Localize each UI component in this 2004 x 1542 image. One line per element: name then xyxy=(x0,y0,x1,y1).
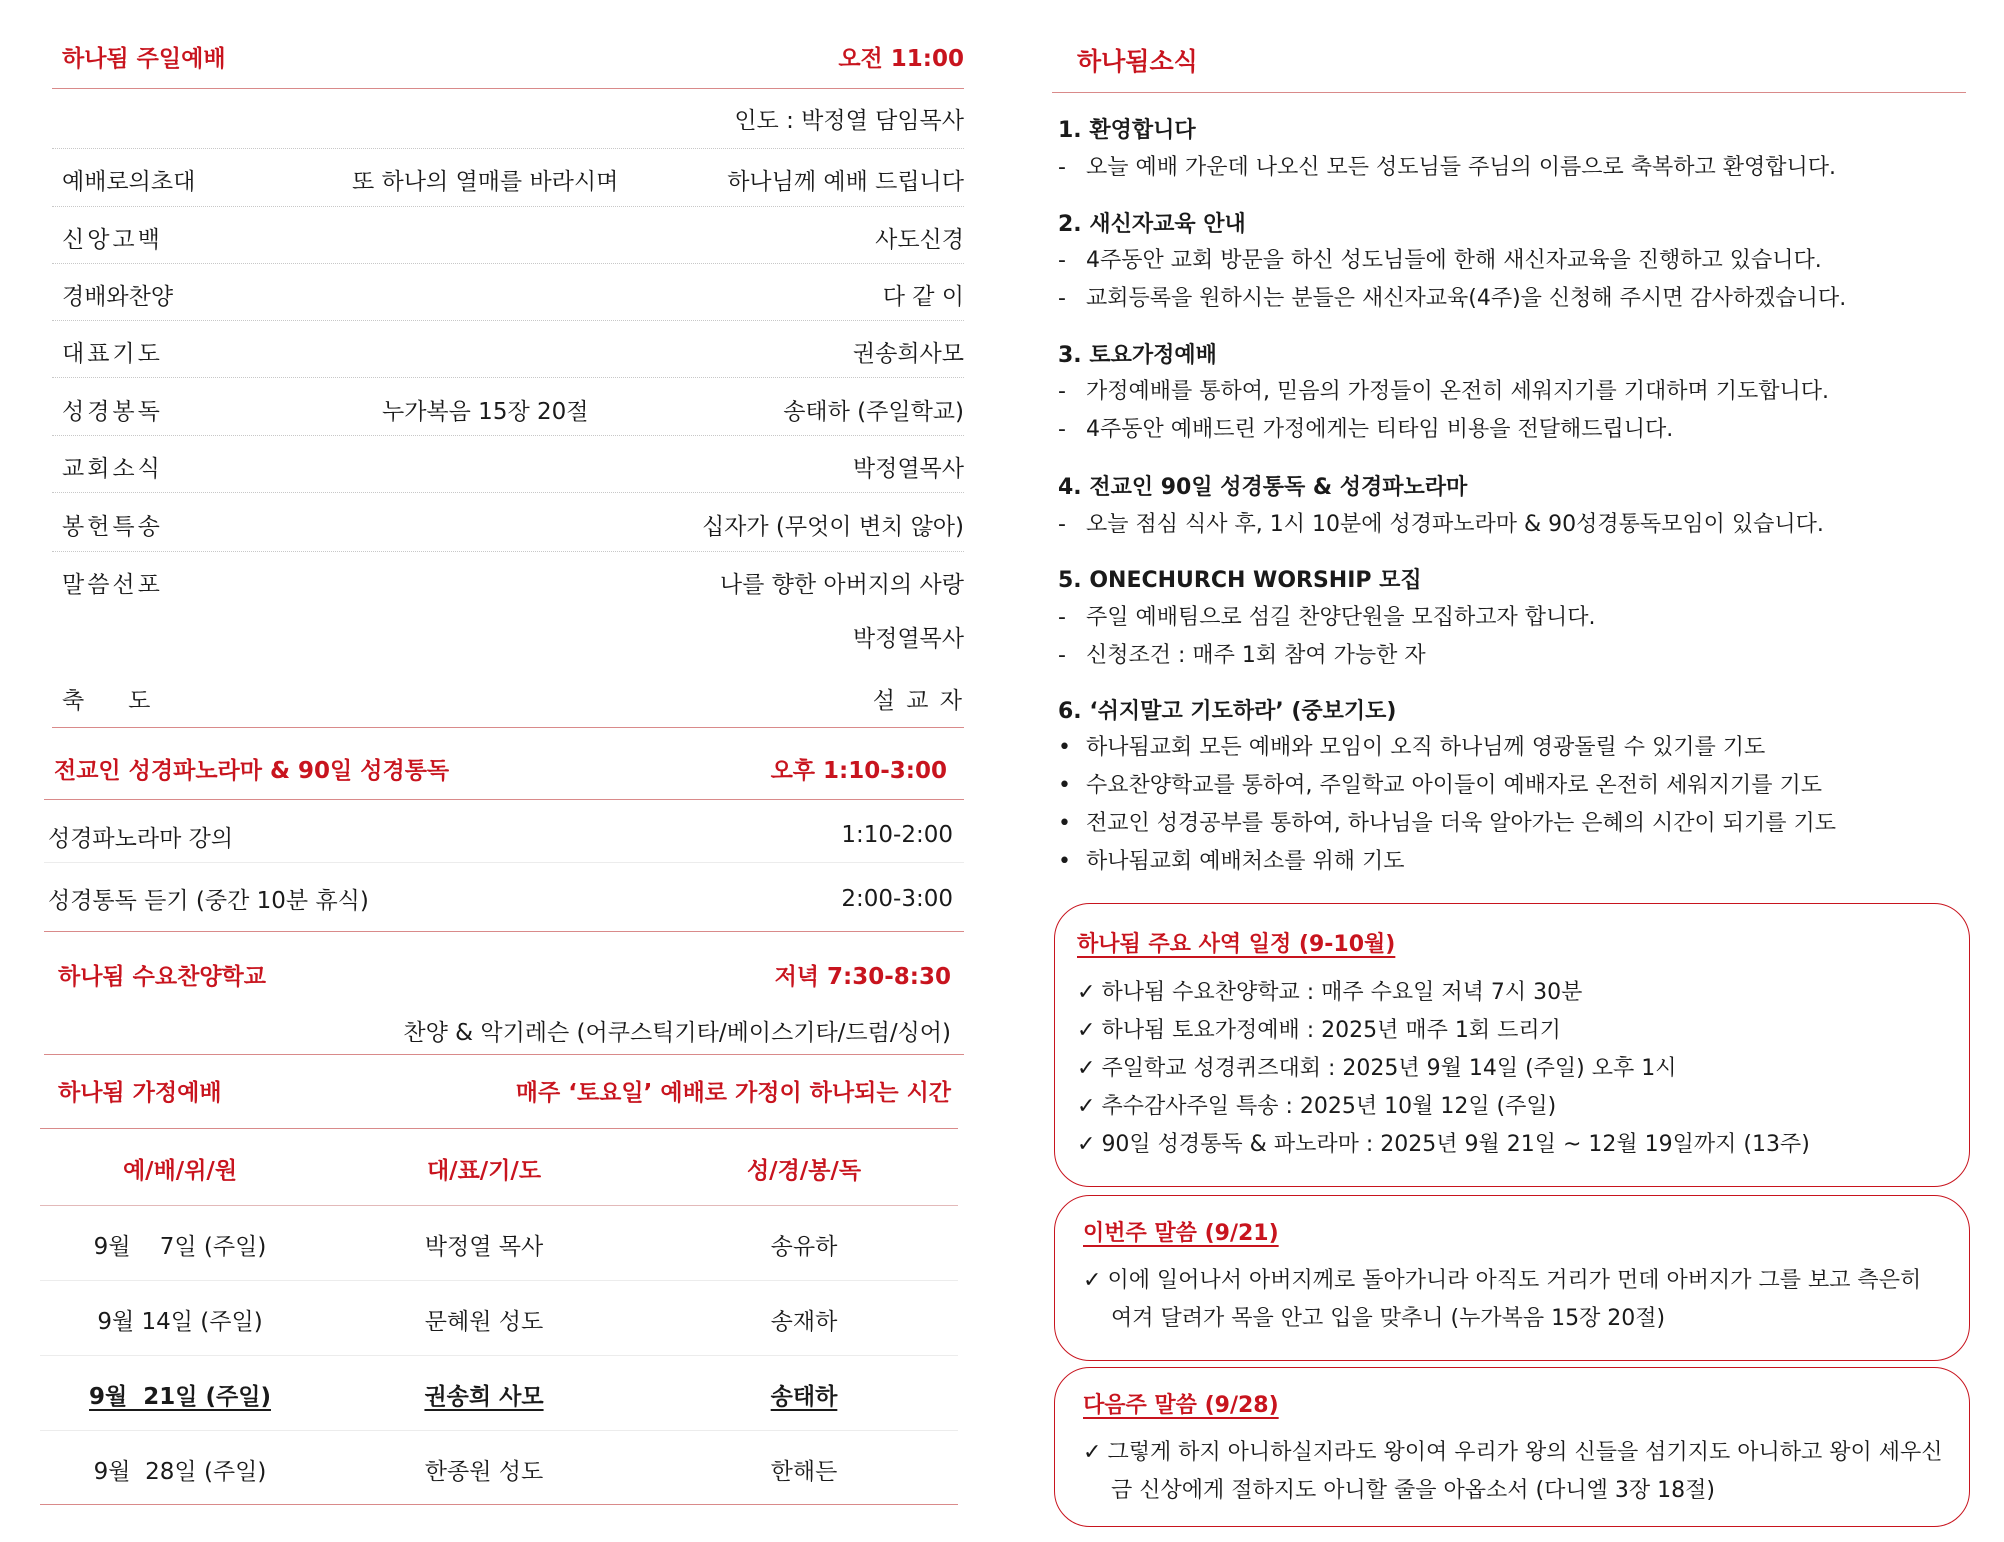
news-bullet: - 가정예배를 통하여, 믿음의 가정들이 온전히 세워지기를 기대하며 기도합니다. xyxy=(1058,379,1830,404)
duty-prayer: 문혜원 성도 xyxy=(424,1309,544,1335)
divider xyxy=(40,1280,958,1281)
duty-date: 9월 14일 (주일) xyxy=(97,1309,263,1335)
sunday-title: 하나됨 주일예배 xyxy=(62,46,226,72)
duty-reading: 한해든 xyxy=(770,1459,838,1485)
verse-line: ✓ 이에 일어나서 아버지께로 돌아가니라 아직도 거리가 먼데 아버지가 그를 보고 측은히 xyxy=(1083,1268,1922,1293)
news-title: 하나됨소식 xyxy=(1077,47,1198,76)
schedule-item: ✓ 하나됨 토요가정예배 : 2025년 매주 1회 드리기 xyxy=(1077,1018,1561,1043)
next-week-verse-box xyxy=(1054,1367,1970,1527)
order-label: 신앙고백 xyxy=(62,227,163,253)
next-week-title: 다음주 말씀 (9/28) xyxy=(1083,1393,1279,1418)
news-item-title: 2. 새신자교육 안내 xyxy=(1058,212,1246,237)
divider xyxy=(52,148,964,149)
divider xyxy=(1052,92,1966,93)
divider xyxy=(52,727,964,728)
order-value: 설 교 자 xyxy=(872,688,964,714)
check-icon: ✓ xyxy=(1077,1056,1096,1081)
divider xyxy=(52,435,964,436)
news-item-title: 6. ‘쉬지말고 기도하라’ (중보기도) xyxy=(1058,699,1397,724)
duty-prayer: 박정열 목사 xyxy=(424,1234,544,1260)
news-bullet: • 하나됨교회 예배처소를 위해 기도 xyxy=(1058,849,1405,874)
divider xyxy=(52,377,964,378)
schedule-box xyxy=(1054,903,1970,1187)
duty-reading-current: 송태하 xyxy=(770,1384,838,1410)
divider xyxy=(52,551,964,552)
duty-prayer: 한종원 성도 xyxy=(424,1459,544,1485)
order-detail: 누가복음 15장 20절 xyxy=(382,399,589,425)
divider xyxy=(52,263,964,264)
duty-date: 9월 28일 (주일) xyxy=(93,1459,267,1485)
divider xyxy=(40,1205,958,1206)
order-label: 말씀선포 xyxy=(62,572,163,598)
check-icon: ✓ xyxy=(1077,980,1096,1005)
check-icon: ✓ xyxy=(1083,1440,1102,1465)
order-label: 축 도 xyxy=(62,688,151,714)
divider xyxy=(52,206,964,207)
schedule-item: ✓ 추수감사주일 특송 : 2025년 10월 12일 (주일) xyxy=(1077,1094,1557,1119)
table-header: 예/배/위/원 xyxy=(122,1158,238,1184)
order-label: 경배와찬양 xyxy=(62,284,174,310)
schedule-item: ✓ 90일 성경통독 & 파노라마 : 2025년 9월 21일 ~ 12월 19일까지 (13주) xyxy=(1077,1132,1810,1157)
order-label: 봉헌특송 xyxy=(62,514,163,540)
order-value: 사도신경 xyxy=(875,227,964,253)
sunday-time: 오전 11:00 xyxy=(838,46,964,72)
duty-reading: 송유하 xyxy=(770,1234,838,1260)
schedule-title: 하나됨 주요 사역 일정 (9-10월) xyxy=(1077,932,1396,957)
check-icon: ✓ xyxy=(1077,1094,1096,1119)
wednesday-time: 저녁 7:30-8:30 xyxy=(774,964,951,990)
family-subtitle: 매주 ‘토요일’ 예배로 가정이 하나되는 시간 xyxy=(515,1080,951,1106)
panorama-time: 오후 1:10-3:00 xyxy=(770,758,947,784)
order-value: 다 같 이 xyxy=(882,284,964,310)
divider xyxy=(40,1355,958,1356)
order-value: 하나님께 예배 드립니다 xyxy=(727,169,964,195)
duty-prayer-current: 권송희 사모 xyxy=(424,1384,544,1410)
order-label: 대표기도 xyxy=(62,341,163,367)
panorama-item-time: 1:10-2:00 xyxy=(841,822,953,848)
divider xyxy=(52,492,964,493)
news-item-title: 3. 토요가정예배 xyxy=(1058,343,1217,368)
news-bullet: - 교회등록을 원하시는 분들은 새신자교육(4주)을 신청해 주시면 감사하겠습니다. xyxy=(1058,286,1847,311)
panorama-item: 성경파노라마 강의 xyxy=(48,826,234,852)
news-bullet: - 오늘 점심 식사 후, 1시 10분에 성경파노라마 & 90성경통독모임이 있습니다. xyxy=(1058,512,1824,537)
wednesday-title: 하나됨 수요찬양학교 xyxy=(58,964,266,990)
worship-leader: 인도 : 박정열 담임목사 xyxy=(734,108,964,134)
order-value: 나를 향한 아버지의 사랑 xyxy=(719,572,964,598)
divider xyxy=(52,320,964,321)
divider xyxy=(44,931,964,932)
panorama-title: 전교인 성경파노라마 & 90일 성경통독 xyxy=(54,758,450,784)
divider xyxy=(44,862,964,863)
order-label: 예배로의초대 xyxy=(62,169,196,195)
news-bullet: - 신청조건 : 매주 1회 참여 가능한 자 xyxy=(1058,643,1426,668)
news-item-title: 5. ONECHURCH WORSHIP 모집 xyxy=(1058,568,1422,593)
panorama-item: 성경통독 듣기 (중간 10분 휴식) xyxy=(48,888,369,914)
duty-reading: 송재하 xyxy=(770,1309,838,1335)
wednesday-description: 찬양 & 악기레슨 (어쿠스틱기타/베이스기타/드럼/싱어) xyxy=(403,1020,951,1046)
divider xyxy=(52,88,964,89)
order-label: 성경봉독 xyxy=(62,399,163,425)
news-bullet: • 하나됨교회 모든 예배와 모임이 오직 하나님께 영광돌릴 수 있기를 기도 xyxy=(1058,735,1766,760)
order-value: 박정열목사 xyxy=(852,626,964,652)
check-icon: ✓ xyxy=(1083,1268,1102,1293)
divider xyxy=(40,1504,958,1505)
order-label: 교회소식 xyxy=(62,456,163,482)
news-bullet: - 4주동안 교회 방문을 하신 성도님들에 한해 새신자교육을 진행하고 있습니다. xyxy=(1058,248,1822,273)
order-value: 송태하 (주일학교) xyxy=(783,399,964,425)
divider xyxy=(44,799,964,800)
order-value: 권송희사모 xyxy=(852,341,964,367)
news-bullet: • 전교인 성경공부를 통하여, 하나님을 더욱 알아가는 은혜의 시간이 되기를 기도 xyxy=(1058,811,1836,836)
verse-line: 금 신상에게 절하지도 아니할 줄을 아옵소서 (다니엘 3장 18절) xyxy=(1111,1478,1715,1503)
check-icon: ✓ xyxy=(1077,1018,1096,1043)
news-bullet: - 4주동안 예배드린 가정에게는 티타임 비용을 전달해드립니다. xyxy=(1058,417,1674,442)
verse-line: 여겨 달려가 목을 안고 입을 맞추니 (누가복음 15장 20절) xyxy=(1111,1306,1666,1331)
table-header: 성/경/봉/독 xyxy=(746,1158,862,1184)
divider xyxy=(40,1128,958,1129)
this-week-title: 이번주 말씀 (9/21) xyxy=(1083,1221,1279,1246)
check-icon: ✓ xyxy=(1077,1132,1096,1157)
news-item-title: 1. 환영합니다 xyxy=(1058,118,1196,143)
divider xyxy=(40,1430,958,1431)
verse-line: ✓ 그렇게 하지 아니하실지라도 왕이여 우리가 왕의 신들을 섬기지도 아니하고 왕이 세우신 xyxy=(1083,1440,1943,1465)
order-detail: 또 하나의 열매를 바라시며 xyxy=(352,169,619,195)
news-item-title: 4. 전교인 90일 성경통독 & 성경파노라마 xyxy=(1058,475,1468,500)
news-bullet: - 오늘 예배 가운데 나오신 모든 성도님들 주님의 이름으로 축복하고 환영합니다. xyxy=(1058,155,1836,180)
panorama-item-time: 2:00-3:00 xyxy=(841,886,953,912)
order-value: 박정열목사 xyxy=(852,456,964,482)
table-header: 대/표/기/도 xyxy=(426,1158,542,1184)
duty-date-current: 9월 21일 (주일) xyxy=(89,1384,271,1410)
order-value: 십자가 (무엇이 변치 않아) xyxy=(701,514,964,540)
schedule-item: ✓ 주일학교 성경퀴즈대회 : 2025년 9월 14일 (주일) 오후 1시 xyxy=(1077,1056,1677,1081)
news-bullet: - 주일 예배팀으로 섬길 찬양단원을 모집하고자 합니다. xyxy=(1058,605,1596,630)
news-bullet: • 수요찬양학교를 통하여, 주일학교 아이들이 예배자로 온전히 세워지기를 기도 xyxy=(1058,773,1823,798)
divider xyxy=(44,1054,964,1055)
this-week-verse-box xyxy=(1054,1195,1970,1361)
family-title: 하나됨 가정예배 xyxy=(58,1080,222,1106)
duty-date: 9월 7일 (주일) xyxy=(93,1234,267,1260)
schedule-item: ✓ 하나됨 수요찬양학교 : 매주 수요일 저녁 7시 30분 xyxy=(1077,980,1583,1005)
